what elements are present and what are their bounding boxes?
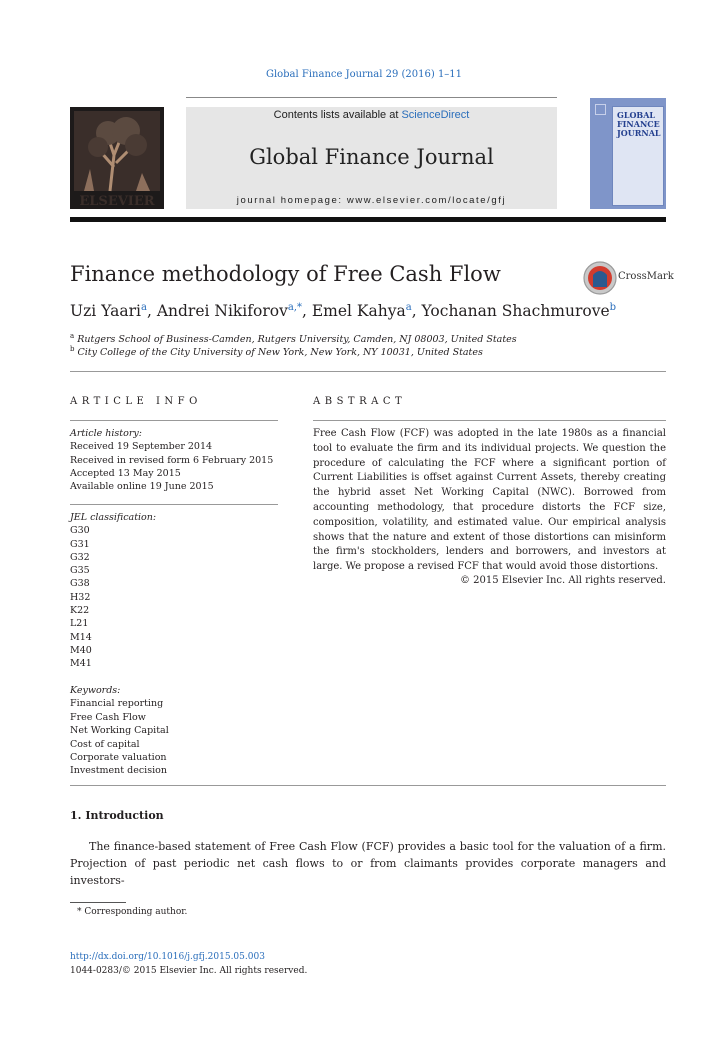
keyword-item: Net Working Capital [70,725,169,737]
article-title: Finance methodology of Free Cash Flow [70,262,501,286]
author-affiliation-link[interactable]: b [609,302,617,313]
homepage-prefix: journal homepage: [236,195,347,206]
history-label: Article history: [70,428,142,439]
jel-code: M41 [70,658,92,670]
jel-code: L21 [70,618,89,630]
section-divider [70,371,666,372]
header-bottom-rule [70,217,666,222]
jel-code: G30 [70,525,90,537]
author-list [70,302,616,320]
author-affiliation-link[interactable]: a [405,302,412,313]
jel-code: G31 [70,538,90,550]
author-name: Andrei Nikiforov [156,302,288,321]
affiliation-mark: b [70,345,75,353]
jel-rule [70,504,278,505]
jel-code: H32 [70,591,91,603]
author-separator: , [301,302,312,321]
author-affiliation-link[interactable]: a,* [287,302,302,313]
jel-code: G32 [70,551,90,563]
introduction-paragraph: The finance-based statement of Free Cash Flow (FCF) provides a basic tool for the valuation of a firm. Projection of past periodic net cash flows to or from claimants provides corporate managers and investors- [70,840,666,887]
elsevier-tree-logo [70,107,164,209]
journal-title: Global Finance Journal [249,145,494,169]
affiliation-b [70,345,483,358]
keyword-item: Investment decision [70,765,167,777]
history-entry: Received 19 September 2014 [70,441,213,453]
author-name: Uzi Yaari [70,302,141,321]
introduction-heading: 1. Introduction [70,809,164,822]
abstract-heading: ABSTRACT [313,396,407,407]
header-top-rule [186,97,557,98]
journal-cover-thumbnail[interactable] [590,98,666,209]
journal-reference-link[interactable]: Global Finance Journal 29 (2016) 1–11 [265,69,463,80]
jel-code: G38 [70,578,90,590]
abstract-copyright: © 2015 Elsevier Inc. All rights reserved. [459,575,666,586]
contents-availability-line [186,109,557,121]
jel-code: G35 [70,565,90,577]
abstract-text: Free Cash Flow (FCF) was adopted in the late 1980s as a financial tool to evaluate the firm and its individual projects. We question the procedure of calculating the FCF where a significant portion of Current Liabilities is offset against Current Assets, thereby creating the hybrid asset Net Working Capital (NWC). Borrowed from accounting methodology, that procedure distorts the FCF size, composition, volatility, and estimated value. Our empirical analysis shows that the nature and extent of those distortions can misinform the firm's stockholders, lenders and borrowers, and investors at large. We propose a revised FCF that would avoid those distortions. [313,428,666,573]
contents-prefix: Contents lists available at [273,109,399,121]
author-name: Emel Kahya [311,302,406,321]
keyword-item: Free Cash Flow [70,711,146,723]
affiliation-text: City College of the City University of New York, New York, NY 10031, United States [77,347,483,359]
keyword-item: Corporate valuation [70,752,167,764]
journal-homepage-line [186,195,557,206]
cover-title: GLOBAL FINANCE JOURNAL [617,110,661,138]
jel-code: M40 [70,644,92,656]
issn-copyright: 1044-0283/© 2015 Elsevier Inc. All rights reserved. [70,966,308,976]
crossmark-icon[interactable] [583,261,617,295]
footnote-rule [70,902,126,903]
keywords [70,684,169,778]
sciencedirect-link[interactable]: ScienceDirect [401,109,470,121]
section-divider [70,785,666,786]
history-entry: Accepted 13 May 2015 [70,467,181,479]
jel-classification [70,511,156,671]
doi-link[interactable]: http://dx.doi.org/10.1016/j.gfj.2015.05.003 [70,952,265,962]
keyword-item: Financial reporting [70,698,164,710]
author-separator: , [411,302,422,321]
keyword-item: Cost of capital [70,738,140,750]
author-separator: , [146,302,157,321]
article-info-heading: ARTICLE INFO [70,396,202,407]
abstract-rule [313,420,666,421]
jel-label: JEL classification: [70,512,157,523]
crossmark-label[interactable]: CrossMark [618,271,674,282]
cover-panel [612,106,664,206]
elsevier-wordmark: ELSEVIER [79,194,155,209]
affiliation-a [70,332,517,345]
author-affiliation-link[interactable]: a [141,302,147,313]
jel-code: M14 [70,631,92,643]
journal-info-box [186,107,557,209]
author-name: Yochanan Shachmurove [421,302,610,321]
jel-code: K22 [70,605,90,617]
history-entry: Received in revised form 6 February 2015 [70,454,274,466]
cover-emblem-icon [595,104,606,115]
article-info-rule [70,420,278,421]
affiliation-text: Rutgers School of Business-Camden, Rutgers University, Camden, NJ 08003, United States [77,334,517,346]
corresponding-author-footnote: * Corresponding author. [77,907,188,917]
affiliation-mark: a [70,332,75,340]
history-entry: Available online 19 June 2015 [70,481,214,493]
keywords-label: Keywords: [70,685,121,696]
article-history [70,427,273,493]
homepage-url-link[interactable]: www.elsevier.com/locate/gfj [346,195,507,206]
